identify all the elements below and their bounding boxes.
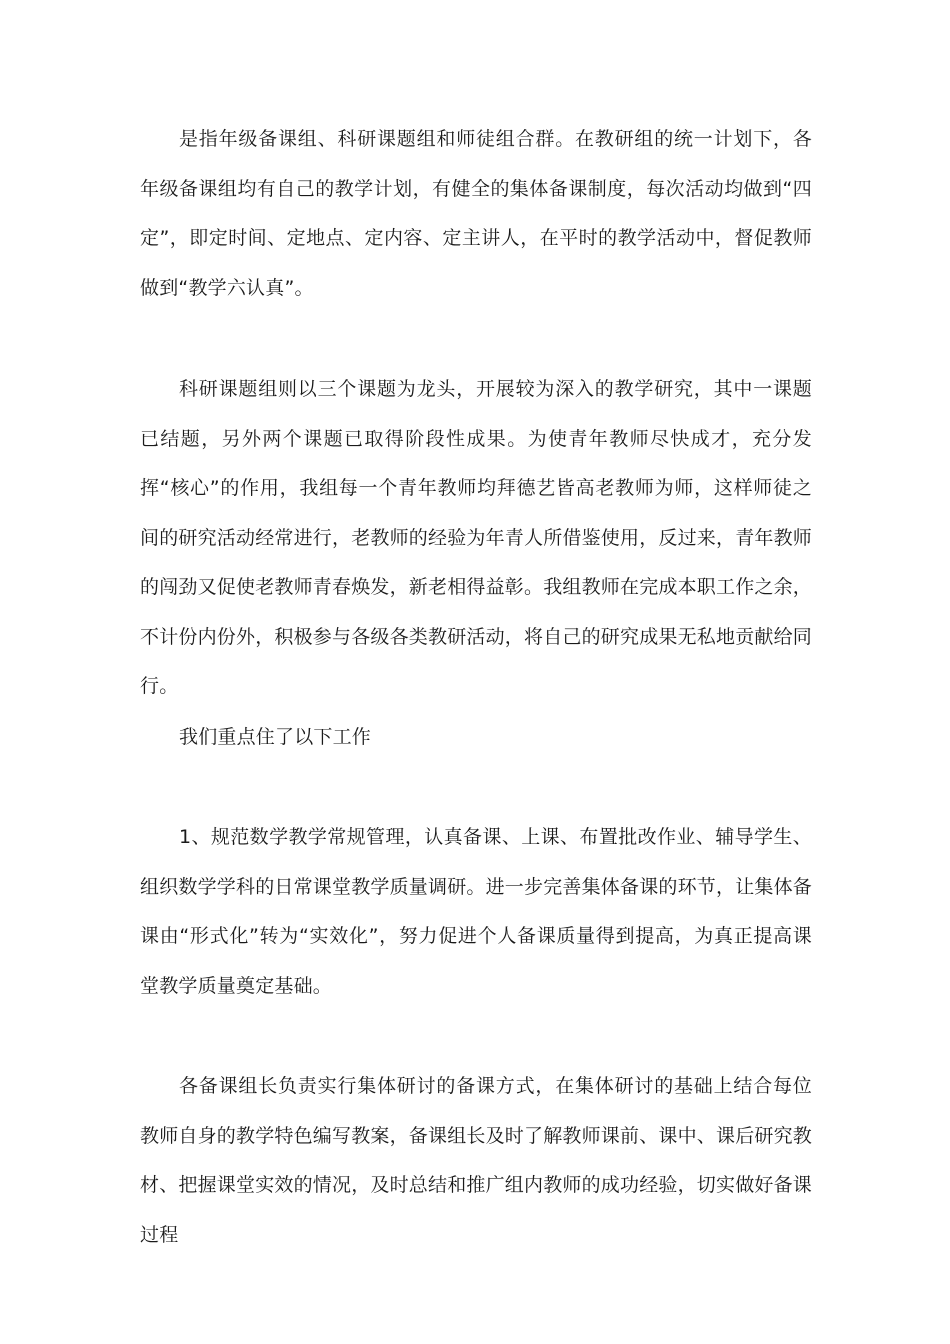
- paragraph-lesson-prep: 各备课组长负责实行集体研讨的备课方式，在集体研讨的基础上结合每位教师自身的教学特色编写教案，备课组长及时了解教师课前、课中、课后研究教材、把握课堂实效的情况，及时总结和推广组内教师的成功经验，切实做好备课过程: [140, 1075, 813, 1246]
- paragraph-key-work-intro: 我们重点住了以下工作: [179, 726, 372, 748]
- paragraph-grade-groups: 是指年级备课组、科研课题组和师徒组合群。在教研组的统一计划下，各年级备课组均有自己的教学计划，有健全的集体备课制度，每次活动均做到“四定”，即定时间、定地点、定内容、定主讲人，在平时的教学活动中，督促教师做到“教学六认真”。: [140, 128, 812, 299]
- paragraph-item-1: 1、规范数学教学常规管理，认真备课、上课、布置批改作业、辅导学生、组织数学学科的日常课堂教学质量调研。进一步完善集体备课的环节，让集体备课由“形式化”转为“实效化”，努力促进个人备课质量得到提高，为真正提高课堂教学质量奠定基础。: [140, 826, 813, 997]
- paragraph-research-groups: 科研课题组则以三个课题为龙头，开展较为深入的教学研究，其中一课题已结题，另外两个课题已取得阶段性成果。为使青年教师尽快成才，充分发挥“核心”的作用，我组每一个青年教师均拜德艺皆高老教师为师，这样师徒之间的研究活动经常进行，老教师的经验为年青人所借鉴使用，反过来，青年教师的闯劲又促使老教师青春焕发，新老相得益彰。我组教师在完成本职工作之余，不计份内份外，积极参与各级各类教研活动，将自己的研究成果无私地贡献给同行。: [140, 378, 813, 697]
